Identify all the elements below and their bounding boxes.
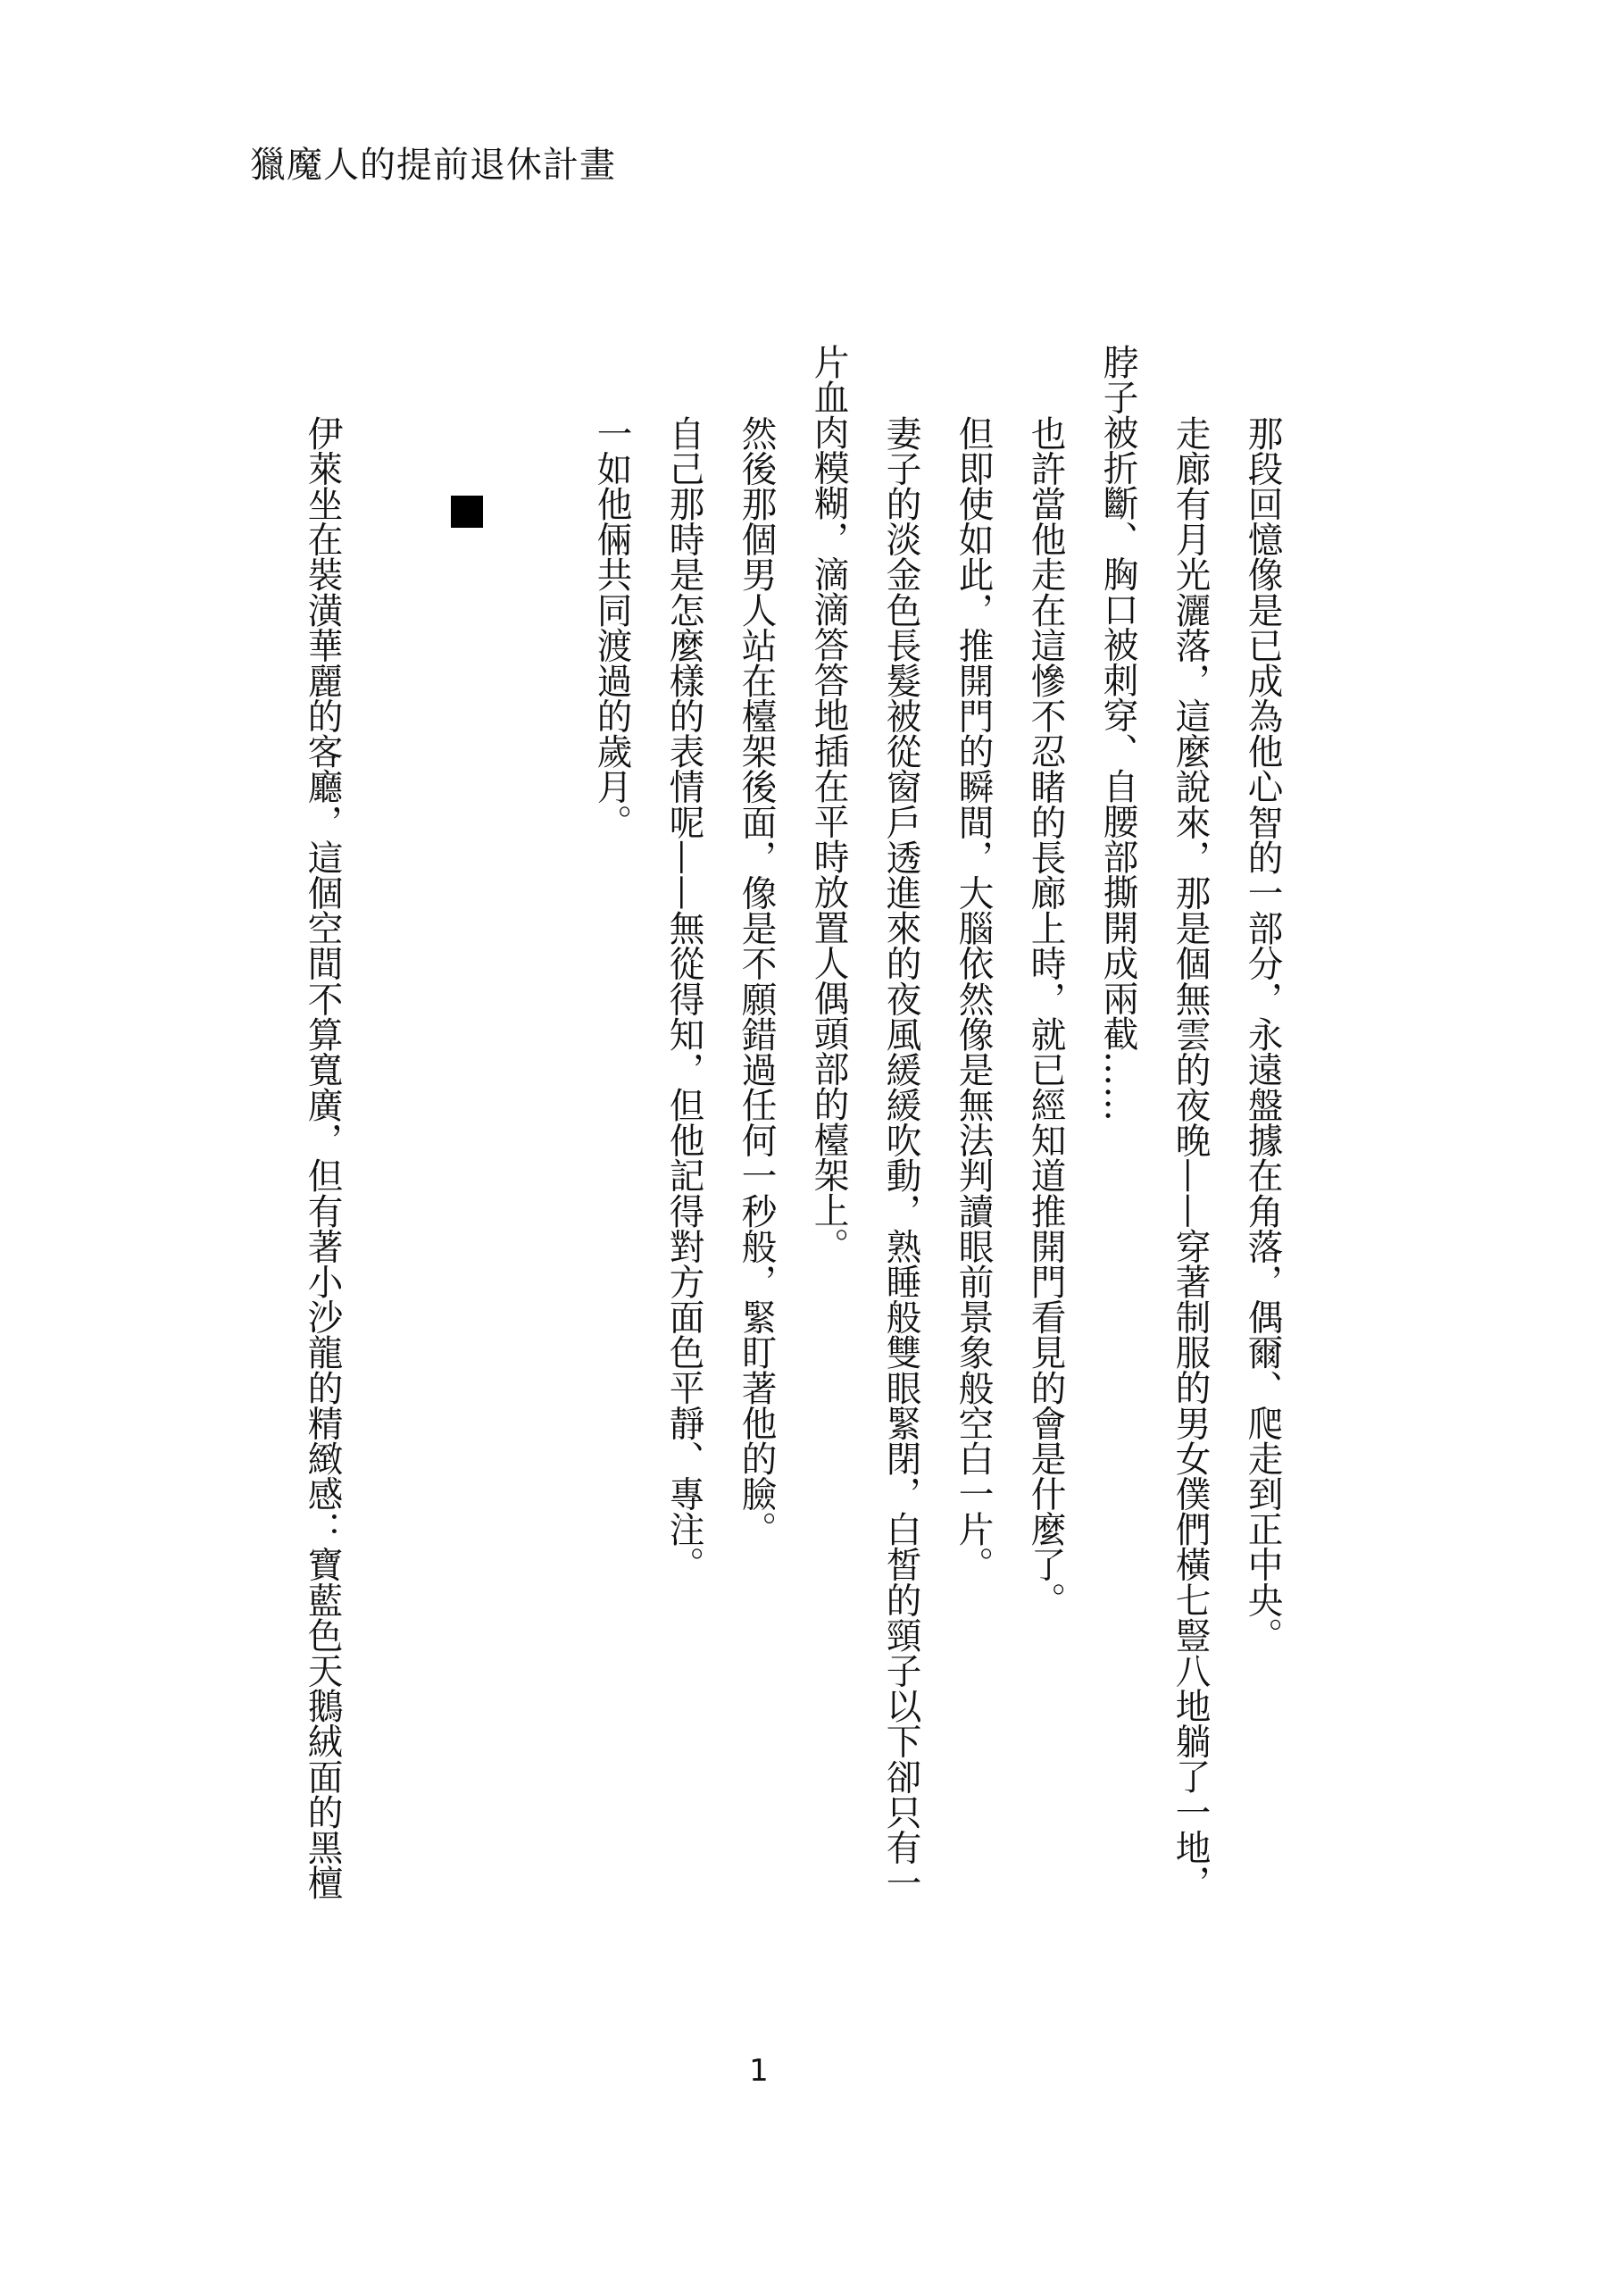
page-number: 1 <box>749 2053 769 2089</box>
paragraph-line: 片血肉糢糊，滴滴答答地插在平時放置人偶頭部的檯架上。 <box>808 344 849 1264</box>
paragraph-line: 那段回憶像是已成為他心智的一部分，永遠盤據在角落，偶爾、爬走到正中央。 <box>1242 415 1283 1653</box>
paragraph-line: 然後那個男人站在檯架後面，像是不願錯過任何一秒般，緊盯著他的臉。 <box>736 415 777 1547</box>
blank-line <box>358 344 430 2023</box>
paragraph-line: 走廊有月光灑落，這麼說來，那是個無雲的夜晚——穿著制服的男女僕們橫七豎八地躺了一地， <box>1170 415 1211 1900</box>
paragraph-line: 脖子被折斷、胸口被刺穿、自腰部撕開成兩截…… <box>1097 344 1138 1122</box>
running-header-title: 獵魔人的提前退休計畫 <box>250 145 616 186</box>
paragraph-line: 也許當他走在這慘不忍睹的長廊上時，就已經知道推開門看見的會是什麼了。 <box>1025 415 1066 1618</box>
paragraph-line: 伊萊坐在裝潢華麗的客廳，這個空間不算寬廣，但有著小沙龍的精緻感：寶藍色天鵝絨面的黑檀 <box>302 415 343 1900</box>
blank-line <box>503 344 575 2023</box>
black-square-icon <box>451 496 483 528</box>
paragraph-line: 妻子的淡金色長髮被從窗戶透進來的夜風緩緩吹動，熟睡般雙眼緊閉，白皙的頸子以下卻只有一 <box>880 415 921 1900</box>
paragraph-line: 自己那時是怎麼樣的表情呢——無從得知，但他記得對方面色平靜、專注。 <box>663 415 704 1582</box>
vertical-body-text <box>286 344 1298 2023</box>
paragraph-line: 但即使如此，推開門的瞬間，大腦依然像是無法判讀眼前景象般空白一片。 <box>953 415 994 1582</box>
paragraph-line: 一如他倆共同渡過的歲月。 <box>591 415 632 840</box>
section-break <box>430 344 503 2023</box>
